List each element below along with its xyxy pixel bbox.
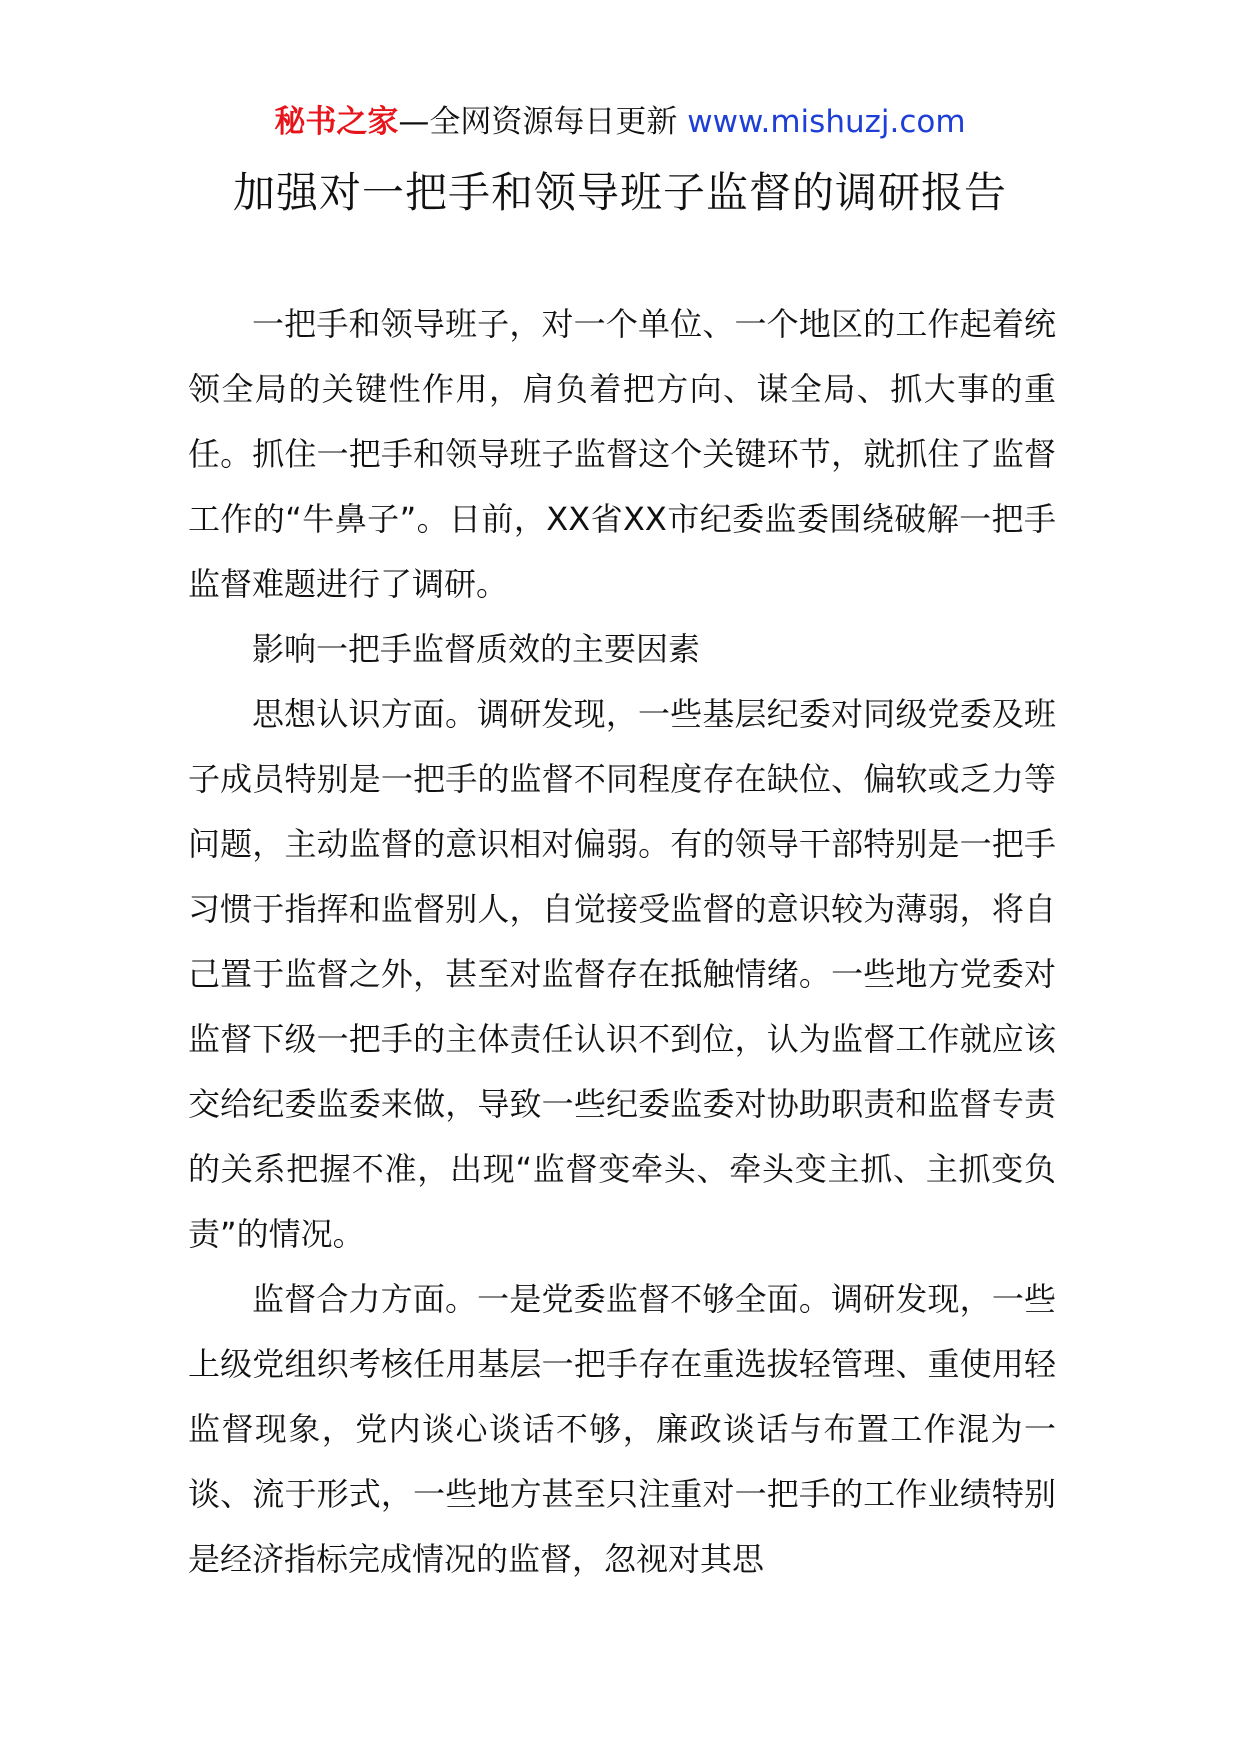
site-url-link[interactable]: www.mishuzj.com (687, 104, 966, 140)
section-heading: 影响一把手监督质效的主要因素 (252, 630, 701, 668)
paragraph-ideology: 思想认识方面。调研发现，一些基层纪委对同级党委及班子成员特别是一把手的监督不同程度存在缺位、偏软或乏力等问题，主动监督的意识相对偏弱。有的领导干部特别是一把手习惯于指挥和监督别人，自觉接受监督的意识较为薄弱，将自己置于监督之外，甚至对监督存在抵触情绪。一些地方党委对监督下级一把手的主体责任认识不到位，认为监督工作就应该交给纪委监委来做，导致一些纪委监委对协助职责和监督专责的关系把握不准，出现“监督变牵头、牵头变主抓、主抓变负责”的情况。 (188, 695, 1056, 1253)
paragraph-intro: 一把手和领导班子，对一个单位、一个地区的工作起着统领全局的关键性作用，肩负着把方向、谋全局、抓大事的重任。抓住一把手和领导班子监督这个关键环节，就抓住了监督工作的“牛鼻子”。日前，XX省XX市纪委监委围绕破解一把手监督难题进行了调研。 (188, 305, 1056, 603)
paragraph-supervision-synergy: 监督合力方面。一是党委监督不够全面。调研发现，一些上级党组织考核任用基层一把手存在重选拔轻管理、重使用轻监督现象，党内谈心谈话不够，廉政谈话与布置工作混为一谈、流于形式，一些地方甚至只注重对一把手的工作业绩特别是经济指标完成情况的监督，忽视对其思 (188, 1280, 1056, 1578)
site-header (0, 100, 1240, 144)
document-body (188, 292, 1056, 1592)
site-tagline: —全网资源每日更新 (398, 104, 688, 140)
brand-name: 秘书之家 (274, 104, 399, 140)
document-title: 加强对一把手和领导班子监督的调研报告 (232, 168, 1007, 217)
